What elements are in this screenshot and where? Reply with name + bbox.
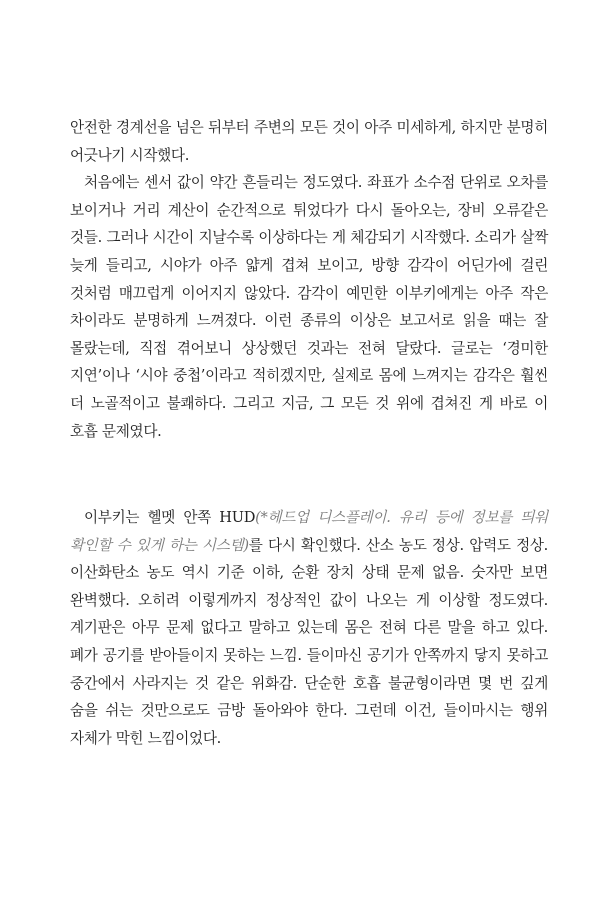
- passage-2: [70, 504, 548, 752]
- paragraph-2: 처음에는 센서 값이 약간 흔들리는 정도였다. 좌표가 소수점 단위로 오차를 보이거나 거리 계산이 순간적으로 튀었다가 다시 돌아오는, 장비 오류같은 것들. 그러나 시간이 지날수록 이상하다는 게 체감되기 시작했다. 소리가 살짝 늦게 들리고, 시야가 아주 얇게 겹쳐 보이고, 방향 감각이 어딘가에 걸린 것처럼 매끄럽게 이어지지 않았다. 감각이 예민한 이부키에게는 아주 작은 차이라도 분명하게 느껴졌다. 이런 종류의 이상은 보고서로 읽을 때는 잘 몰랐는데, 직접 겪어보니 상상했던 것과는 전혀 달랐다. 글로는 ‘경미한 지연’이나 ‘시야 중첩’이라고 적히겠지만, 실제로 몸에 느껴지는 감각은 훨씬 더 노골적이고 불쾌하다. 그리고 지금, 그 모든 것 위에 겹쳐진 게 바로 이 호흡 문제였다.: [70, 174, 548, 440]
- passage-1: [70, 114, 548, 445]
- hud-footnote-gloss: (*헤드업 디스플레이. 유리 등에 정보를 띄워 확인할 수 있게 하는 시스템): [70, 509, 548, 554]
- paragraph-3-lead: 이부키는 헬멧 안쪽 HUD: [84, 509, 256, 526]
- paragraph-3-rest: 를 다시 확인했다. 산소 농도 정상. 압력도 정상. 이산화탄소 농도 역시 기준 이하, 순환 장치 상태 문제 없음. 숫자만 보면 완벽했다. 오히려 이렇게까지 정상적인 값이 나오는 게 이상할 정도였다. 계기판은 아무 문제 없다고 말하고 있는데 몸은 전혀 다른 말을 하고 있다. 폐가 공기를 받아들이지 못하는 느낌. 들이마신 공기가 안쪽까지 닿지 못하고 중간에서 사라지는 것 같은 위화감. 단순한 호흡 불균형이라면 몇 번 깊게 숨을 쉬는 것만으로도 금방 돌아와야 한다. 그런데 이건, 들이마시는 행위 자체가 막힌 느낌이었다.: [70, 536, 549, 747]
- paragraph-3: [70, 504, 548, 752]
- paragraph-1: 안전한 경계선을 넘은 뒤부터 주변의 모든 것이 아주 미세하게, 하지만 분명히 어긋나기 시작했다.: [70, 119, 548, 164]
